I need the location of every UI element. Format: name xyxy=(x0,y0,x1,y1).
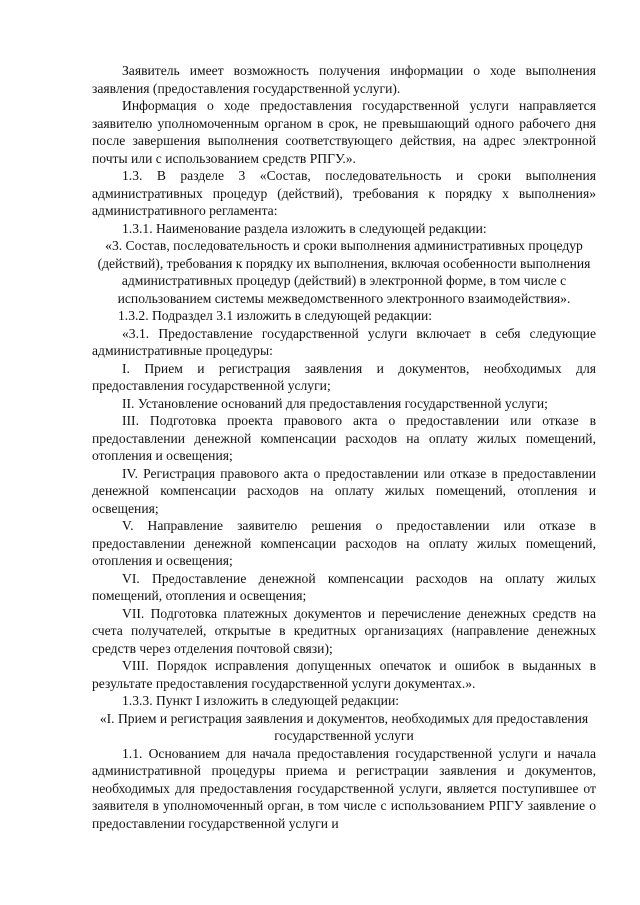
paragraph-1-3: 1.3. В разделе 3 «Состав, последовательность и сроки выполнения административных процедур (действий), требования к порядку х выполнения» административного регламента: xyxy=(92,168,596,218)
paragraph-applicant-info: Заявитель имеет возможность получения информации о ходе выполнения заявления (предоставления государственной услуги). xyxy=(92,63,596,96)
procedure-item-1: I. Прием и регистрация заявления и документов, необходимых для предоставления государственной услуги; xyxy=(92,360,596,393)
paragraph-1-3-2: 1.3.2. Подраздел 3.1 изложить в следующей редакции: xyxy=(118,308,433,323)
section-3-title: «3. Состав, последовательность и сроки выполнения административных процедур (действий), требования к порядку их выполнения, включая особенности выполнения административных процедур (действий) в электронной форме, в том числе с использованием системы межведомственного электронного взаимодействия». xyxy=(97,238,591,306)
subsection-I-title: «I. Прием и регистрация заявления и документов, необходимых для предоставления государственной услуги xyxy=(99,710,589,743)
procedure-item-8: VIII. Порядок исправления допущенных опечаток и ошибок в выданных в результате предоставления государственной услуги документах.». xyxy=(92,658,596,691)
procedure-item-4: IV. Регистрация правового акта о предоставлении или отказе в предоставлении денежной компенсации расходов на оплату жилых помещений, отопления и освещения; xyxy=(92,465,596,516)
paragraph-1-3-3: 1.3.3. Пункт I изложить в следующей редакции: xyxy=(122,693,399,708)
paragraph-1-1: 1.1. Основанием для начала предоставления государственной услуги и начала административной процедуры приема и регистрации заявления и документов, необходимых для предоставления государственной услуги, является поступившее от заявителя в уполномоченный орган, в том числе с использованием РПГУ заявление о предоставлении государственной услуги и xyxy=(92,745,596,831)
procedure-item-6: VI. Предоставление денежной компенсации расходов на оплату жилых помещений, отопления и освещения; xyxy=(92,570,596,603)
procedure-item-7: VII. Подготовка платежных документов и перечисление денежных средств на счета получателей, открытые в кредитных организациях (направление денежных средств через отделения почтовой связи); xyxy=(92,605,596,656)
procedure-item-5: V. Направление заявителю решения о предоставлении или отказе в предоставлении денежной компенсации расходов на оплату жилых помещений, отопления и освещения; xyxy=(92,518,596,568)
paragraph-1-3-1: 1.3.1. Наименование раздела изложить в следующей редакции: xyxy=(122,220,487,236)
paragraph-3-1: «3.1. Предоставление государственной услуги включает в себя следующие административные процедуры: xyxy=(92,325,596,358)
document-page xyxy=(92,62,596,832)
paragraph-info-deadline: Информация о ходе предоставления государственной услуги направляется заявителю уполномоченным органом в срок, не превышающий одного рабочего дня после завершения выполнения соответствующего действия, на адрес электронной почты или с использованием средств РПГУ.». xyxy=(92,98,596,166)
procedure-item-3: III. Подготовка проекта правового акта о предоставлении или отказе в предоставлении денежной компенсации расходов на оплату жилых помещений, отопления и освещения; xyxy=(92,413,596,463)
procedure-item-2: II. Установление оснований для предоставления государственной услуги; xyxy=(122,395,548,411)
